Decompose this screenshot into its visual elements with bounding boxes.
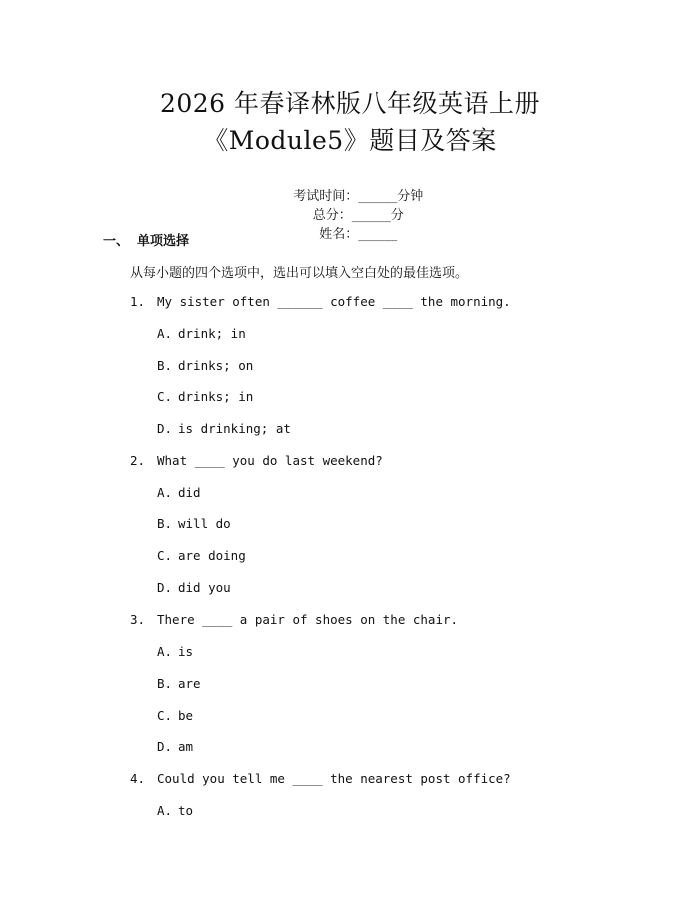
option-text: be — [178, 708, 194, 723]
option-1a — [157, 326, 246, 341]
option-text: will do — [178, 516, 231, 531]
question-text: My sister often ______ coffee ____ the morning. — [157, 294, 511, 309]
option-label: B. — [157, 676, 173, 691]
option-label: D. — [157, 580, 173, 595]
option-label: A. — [157, 326, 173, 341]
exam-time-field: 考试时间：______分钟 — [293, 189, 424, 204]
option-1d — [157, 421, 291, 436]
option-text: did — [178, 485, 201, 500]
option-4a — [157, 803, 193, 818]
question-2 — [130, 453, 383, 468]
option-3a — [157, 644, 193, 659]
option-2d — [157, 580, 231, 595]
option-label: A. — [157, 803, 173, 818]
option-text: am — [178, 739, 194, 754]
option-3d — [157, 739, 193, 754]
option-2c — [157, 548, 246, 563]
option-3c — [157, 708, 193, 723]
option-1b — [157, 358, 253, 373]
question-number: 1. — [130, 294, 146, 309]
section-instruction: 从每小题的四个选项中，选出可以填入空白处的最佳选项。 — [130, 266, 469, 281]
option-2b — [157, 516, 231, 531]
section-heading — [103, 230, 189, 249]
question-number: 4. — [130, 771, 146, 786]
question-4 — [130, 771, 511, 786]
option-label: D. — [157, 421, 173, 436]
option-text: did you — [178, 580, 231, 595]
option-2a — [157, 485, 201, 500]
question-text: There ____ a pair of shoes on the chair. — [157, 612, 459, 627]
question-number: 2. — [130, 453, 146, 468]
page-title-line1: 2026 年春译林版八年级英语上册 — [159, 89, 541, 118]
option-label: D. — [157, 739, 173, 754]
section-number: 一、 — [103, 234, 130, 249]
option-label: C. — [157, 548, 173, 563]
option-text: drink; in — [178, 326, 246, 341]
total-score-field: 总分：______分 — [312, 208, 404, 223]
question-number: 3. — [130, 612, 146, 627]
option-text: drinks; in — [178, 389, 254, 404]
section-title: 单项选择 — [137, 234, 190, 249]
option-label: B. — [157, 358, 173, 373]
page-title-line2: 《Module5》题目及答案 — [203, 126, 497, 155]
option-label: C. — [157, 389, 173, 404]
option-3b — [157, 676, 201, 691]
question-text: What ____ you do last weekend? — [157, 453, 383, 468]
option-text: is — [178, 644, 194, 659]
option-text: are — [178, 676, 201, 691]
question-text: Could you tell me ____ the nearest post office? — [157, 771, 511, 786]
option-1c — [157, 389, 253, 404]
name-field: 姓名：______ — [319, 227, 398, 242]
option-text: is drinking; at — [178, 421, 291, 436]
option-text: drinks; on — [178, 358, 254, 373]
question-3 — [130, 612, 458, 627]
option-label: B. — [157, 516, 173, 531]
question-1 — [130, 294, 511, 309]
option-label: A. — [157, 485, 173, 500]
option-text: to — [178, 803, 194, 818]
option-label: C. — [157, 708, 173, 723]
option-text: are doing — [178, 548, 246, 563]
option-label: A. — [157, 644, 173, 659]
